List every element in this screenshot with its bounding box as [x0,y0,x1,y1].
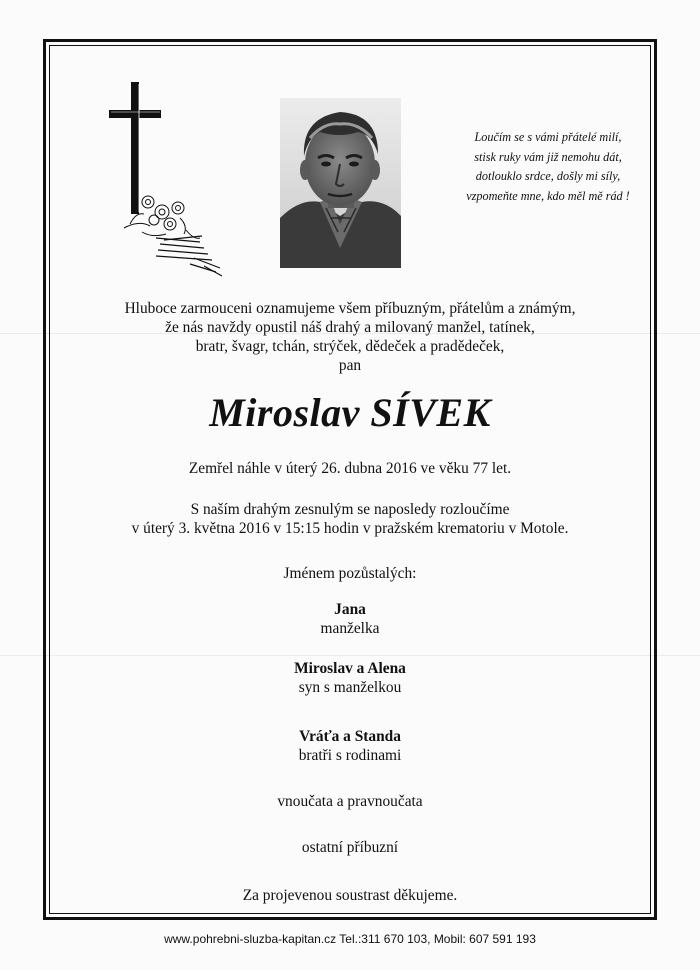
survivor-entry [60,659,640,697]
survivors-heading: Jménem pozůstalých: [283,565,417,582]
cross-with-flowers-icon [104,80,224,280]
survivor-name: Jana [334,601,366,618]
thanks-line: Za projevenou soustrast děkujeme. [242,887,458,904]
poem-line: vzpomeňte mne, kdo měl mě rád ! [466,188,630,203]
announcement-line: pan [338,357,362,374]
announcement [60,299,640,375]
announcement-line: že nás navždy opustil náš drahý a milovaný manžel, tatínek, [165,319,535,336]
survivor-relation: bratři s rodinami [298,747,402,764]
survivor-relation: manželka [320,620,380,637]
poem-line: Loučím se s vámi přátelé milí, [474,130,622,144]
deceased-name: Miroslav SÍVEK [209,390,491,435]
farewell-details [60,500,640,538]
survivor-name: Vráťa a Standa [299,728,401,745]
survivor-entry [60,600,640,638]
portrait-photo [280,98,401,268]
farewell-poem [430,128,666,206]
announcement-line: Hluboce zarmouceni oznamujeme všem příbuzným, přátelům a známým, [124,300,576,317]
farewell-line: S naším drahým zesnulým se naposledy rozloučíme [190,501,510,518]
poem-line: dotlouklo srdce, došly mi síly, [475,169,621,183]
relatives-line: ostatní příbuzní [301,839,399,856]
grandchildren-line: vnoučata a pravnoučata [277,793,423,810]
farewell-line: v úterý 3. května 2016 v 15:15 hodin v pražském krematoriu v Motole. [131,520,569,537]
survivor-relation: syn s manželkou [298,679,402,696]
poem-line: stisk ruky vám již nemohu dát, [474,149,622,164]
announcement-line: bratr, švagr, tchán, strýček, dědeček a pradědeček, [195,338,505,355]
death-notice: Zemřel náhle v úterý 26. dubna 2016 ve věku 77 let. [188,460,512,477]
funeral-service-contact: www.pohrebni-sluzba-kapitan.cz Tel.:311 670 103, Mobil: 607 591 193 [164,932,536,946]
survivor-entry [60,727,640,765]
survivor-name: Miroslav a Alena [294,660,406,677]
